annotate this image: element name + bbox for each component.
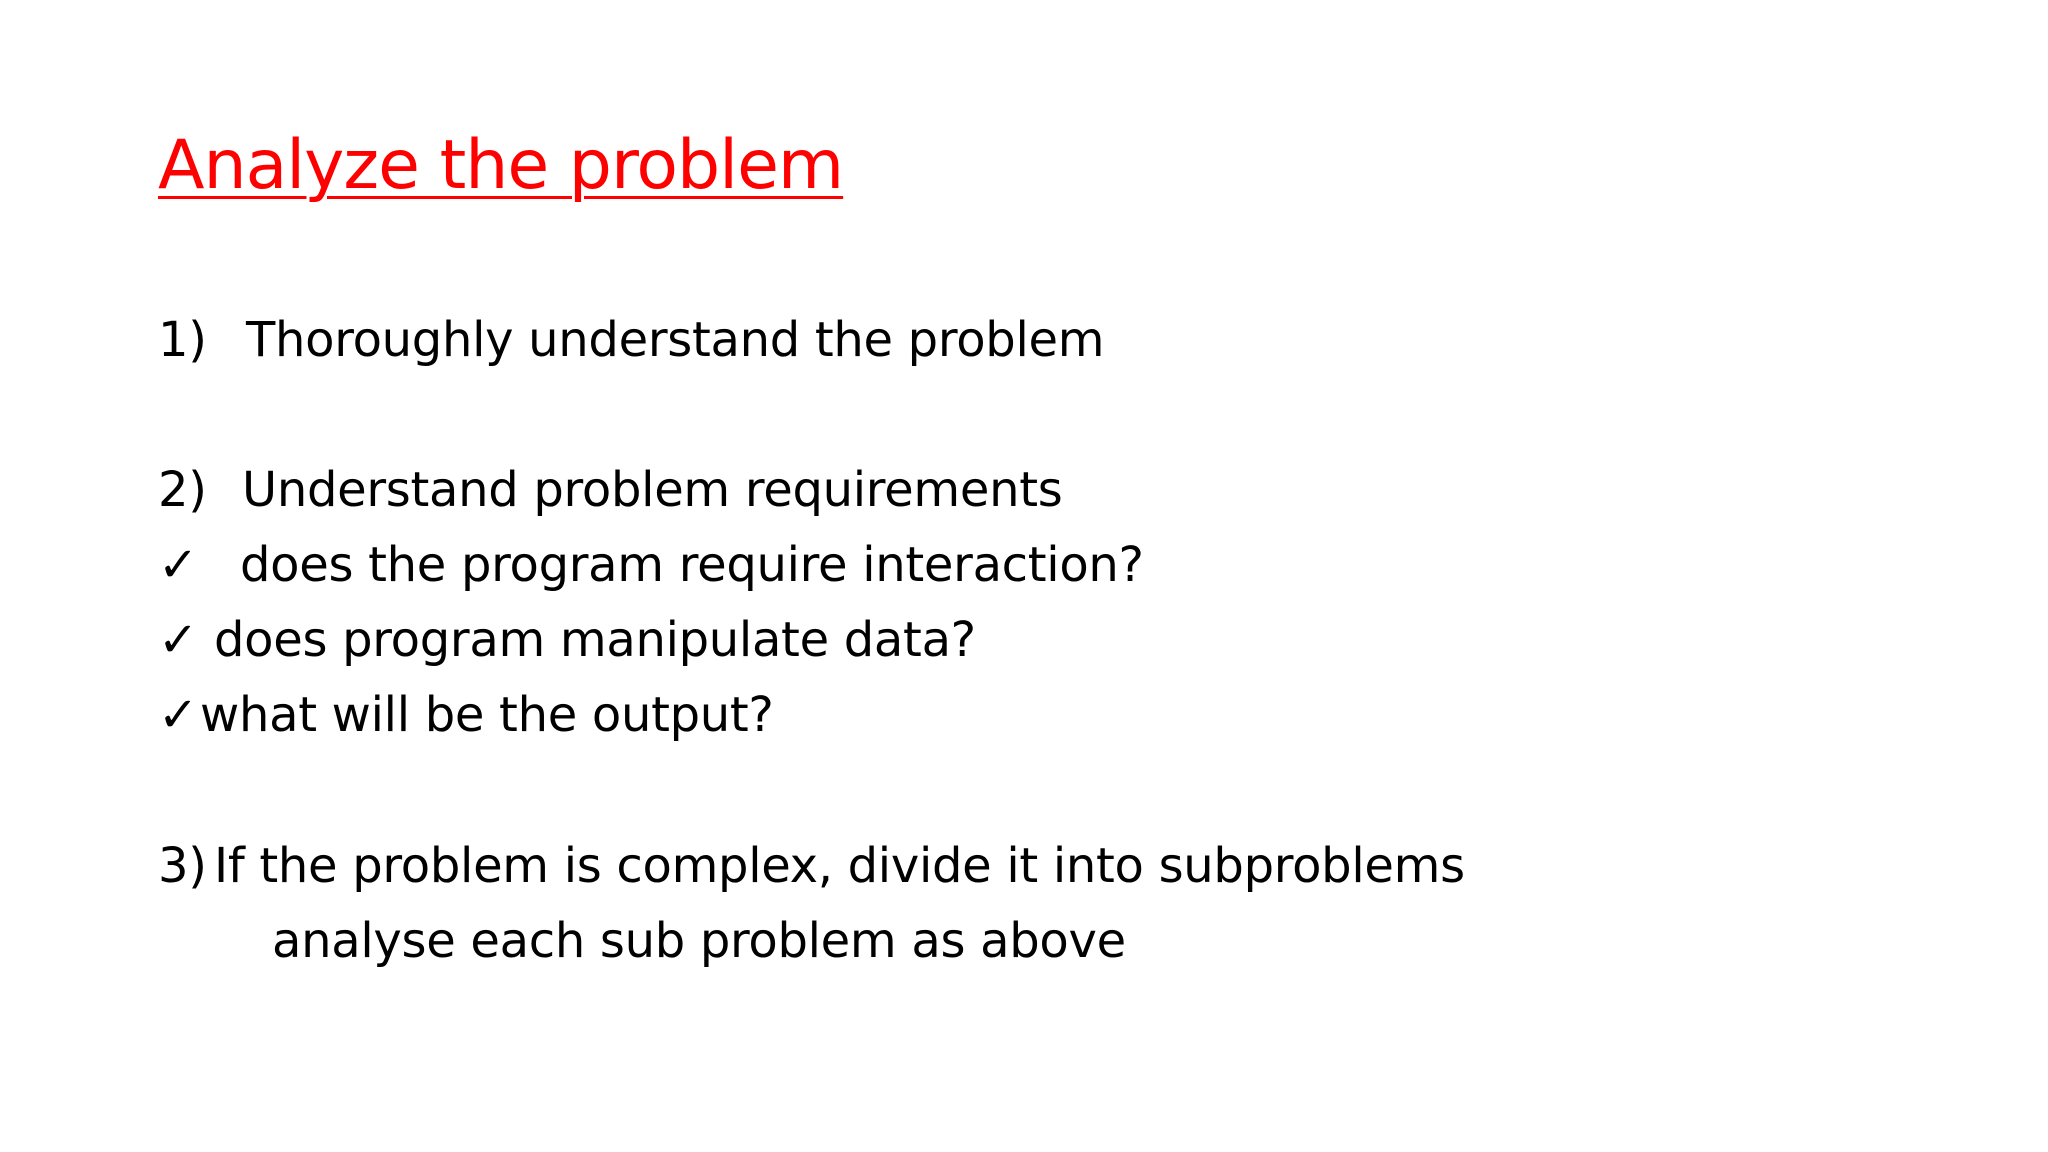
checkmark-icon: ✓	[158, 687, 198, 743]
checklist-item-data	[158, 612, 976, 668]
list-item-2	[158, 462, 1063, 518]
checklist-item-output	[158, 687, 774, 743]
item-number: 3)	[158, 838, 207, 894]
item-text: does the program require interaction?	[240, 537, 1144, 593]
item-text: does program manipulate data?	[214, 612, 976, 668]
list-item-3	[158, 838, 1465, 894]
checkmark-icon: ✓	[158, 537, 198, 593]
item-text: If the problem is complex, divide it into subproblems	[214, 838, 1465, 894]
sub-item-text: analyse each sub problem as above	[272, 913, 1126, 969]
item-text: what will be the output?	[200, 687, 774, 743]
checkmark-icon: ✓	[158, 612, 198, 668]
item-text: Understand problem requirements	[242, 462, 1063, 518]
item-number: 1)	[158, 312, 207, 368]
item-text: Thoroughly understand the problem	[246, 312, 1105, 368]
item-number: 2)	[158, 462, 207, 518]
list-item-1	[158, 312, 1105, 368]
checklist-item-interaction	[158, 537, 1144, 593]
slide-title: Analyze the problem	[158, 126, 844, 205]
